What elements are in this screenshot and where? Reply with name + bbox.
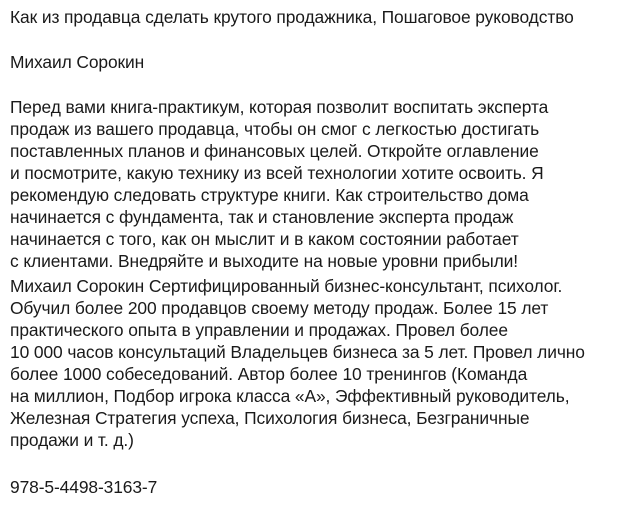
bio-line: Михаил Сорокин Сертифицированный бизнес-консультант, психолог.	[10, 276, 563, 296]
bio-line: Обучил более 200 продавцов своему методу продаж. Более 15 лет	[10, 298, 549, 318]
annotation-line: поставленных планов и финансовых целей. Откройте оглавление	[10, 141, 539, 161]
bio-line: продажи и т. д.)	[10, 430, 134, 450]
annotation-line: продаж из вашего продавца, чтобы он смог с легкостью достигать	[10, 119, 540, 139]
annotation-line: и посмотрите, какую технику из всей технологии хотите освоить. Я	[10, 163, 544, 183]
bio-line: более 1000 собеседований. Автор более 10 тренингов (Команда	[10, 364, 528, 384]
annotation-line: с клиентами. Внедряйте и выходите на новые уровни прибыли!	[10, 251, 518, 271]
bio-line: практического опыта в управлении и продажах. Провел более	[10, 320, 508, 340]
annotation-line: Перед вами книга-практикум, которая позволит воспитать эксперта	[10, 97, 549, 117]
book-title: Как из продавца сделать крутого продажника, Пошаговое руководство	[10, 7, 574, 27]
isbn: 978-5-4498-3163-7	[10, 477, 158, 497]
bio-line: Железная Стратегия успеха, Психология бизнеса, Безграничные	[10, 408, 530, 428]
bio-line: на миллион, Подбор игрока класса «А», Эффективный руководитель,	[10, 386, 570, 406]
annotation-line: начинается с фундамента, так и становление эксперта продаж	[10, 207, 514, 227]
bio-line: 10 000 часов консультаций Владельцев бизнеса за 5 лет. Провел лично	[10, 342, 585, 362]
annotation-line: начинается с того, как он мыслит и в каком состоянии работает	[10, 229, 519, 249]
book-author: Михаил Сорокин	[10, 52, 145, 72]
annotation-line: рекомендую следовать структуре книги. Как строительство дома	[10, 185, 529, 205]
